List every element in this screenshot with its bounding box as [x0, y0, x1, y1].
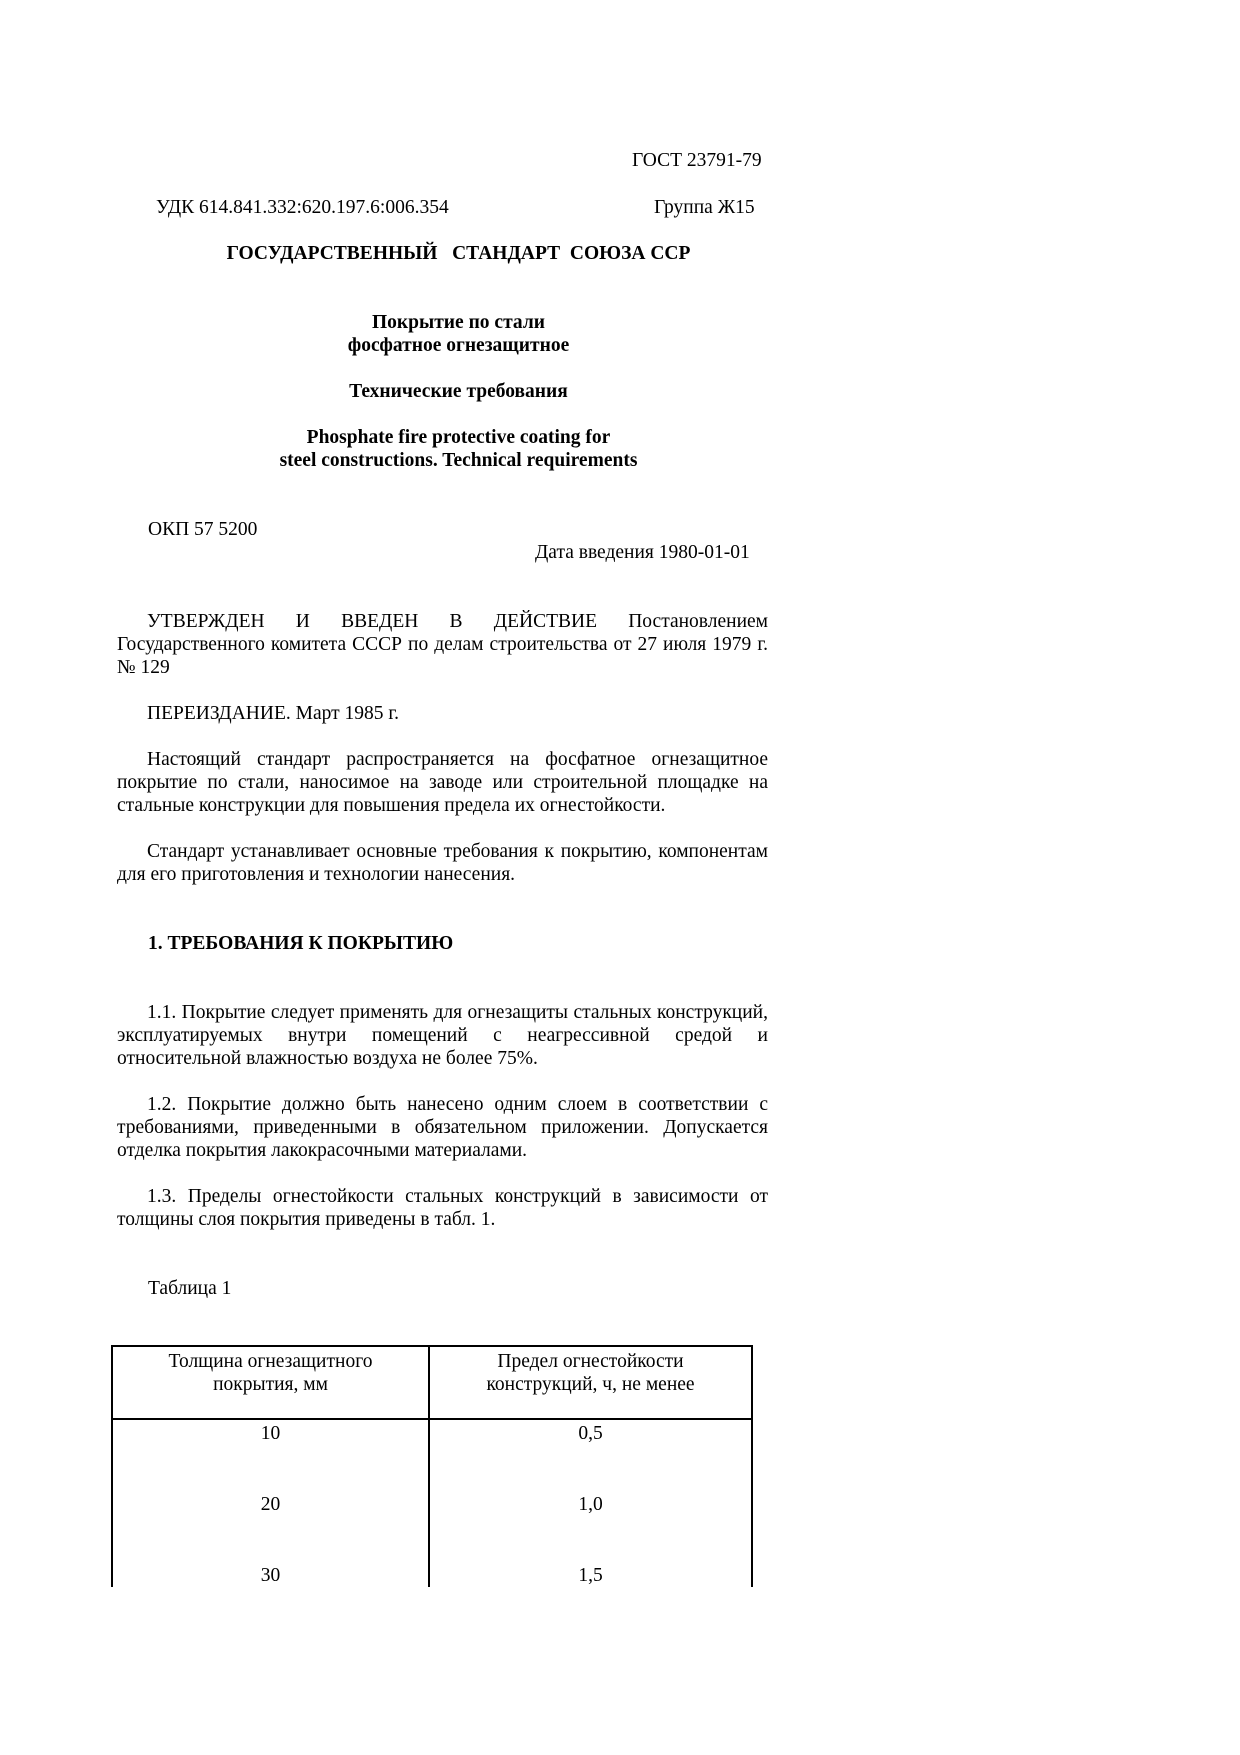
intro-date: Дата введения 1980-01-01 [535, 542, 750, 563]
cell-fire-limit: 0,5 [429, 1419, 752, 1491]
header-thickness-line2: покрытия, мм [213, 1374, 328, 1395]
establishes-paragraph: Стандарт устанавливает основные требования к покрытию, компонентам для его приготовления и технологии нанесения. [117, 841, 768, 885]
title-ru-line1: Покрытие по стали [372, 312, 545, 333]
reissue-paragraph: ПЕРЕИЗДАНИЕ. Март 1985 г. [147, 703, 400, 724]
table-row [112, 1419, 752, 1491]
approved-paragraph: УТВЕРЖДЕН И ВВЕДЕН В ДЕЙСТВИЕ Постановлением Государственного комитета СССР по делам строительства от 27 июля 1979 г. № 129 [117, 611, 768, 678]
clause-1-3: 1.3. Пределы огнестойкости стальных конструкций в зависимости от толщины слоя покрытия приведены в табл. 1. [117, 1186, 768, 1230]
title-en-line2: steel constructions. Technical requirements [279, 450, 638, 471]
header-fire-limit [429, 1346, 752, 1419]
cell-thickness: 30 [112, 1562, 429, 1587]
section-heading: 1. ТРЕБОВАНИЯ К ПОКРЫТИЮ [148, 933, 454, 954]
cell-fire-limit: 1,5 [429, 1562, 752, 1587]
clause-1-2: 1.2. Покрытие должно быть нанесено одним слоем в соответствии с требованиями, приведенными в обязательном приложении. Допускается отделка покрытия лакокрасочными материалами. [117, 1094, 768, 1161]
udk-code: УДК 614.841.332:620.197.6:006.354 [156, 197, 449, 218]
table-row [112, 1562, 752, 1587]
scope-paragraph: Настоящий стандарт распространяется на фосфатное огнезащитное покрытие по стали, наносимое на заводе или строительной площадке на стальные конструкции для повышения предела их огнестойкости. [117, 749, 768, 816]
cell-thickness: 20 [112, 1491, 429, 1562]
table-caption: Таблица 1 [148, 1278, 232, 1299]
okp-code: ОКП 57 5200 [148, 519, 258, 540]
header-fire-limit-line2: конструкций, ч, не менее [486, 1374, 695, 1395]
clause-1-1: 1.1. Покрытие следует применять для огнезащиты стальных конструкций, эксплуатируемых внутри помещений с неагрессивной средой и относительной влажностью воздуха не более 75%. [117, 1002, 768, 1069]
title-subtitle: Технические требования [349, 381, 568, 402]
title-en-line1: Phosphate fire protective coating for [306, 427, 611, 448]
header-fire-limit-line1: Предел огнестойкости [497, 1351, 684, 1372]
group-code: Группа Ж15 [654, 197, 755, 218]
cell-thickness: 10 [112, 1419, 429, 1491]
standard-title: ГОСУДАРСТВЕННЫЙ СТАНДАРТ СОЮЗА ССР [226, 243, 691, 264]
header-thickness [112, 1346, 429, 1419]
cell-fire-limit: 1,0 [429, 1491, 752, 1562]
gost-number: ГОСТ 23791-79 [632, 150, 762, 171]
header-thickness-line1: Толщина огнезащитного [168, 1351, 373, 1372]
fire-resistance-table [111, 1345, 753, 1587]
title-ru-line2: фосфатное огнезащитное [347, 335, 570, 356]
table-header-row [112, 1346, 752, 1419]
table-row [112, 1491, 752, 1562]
